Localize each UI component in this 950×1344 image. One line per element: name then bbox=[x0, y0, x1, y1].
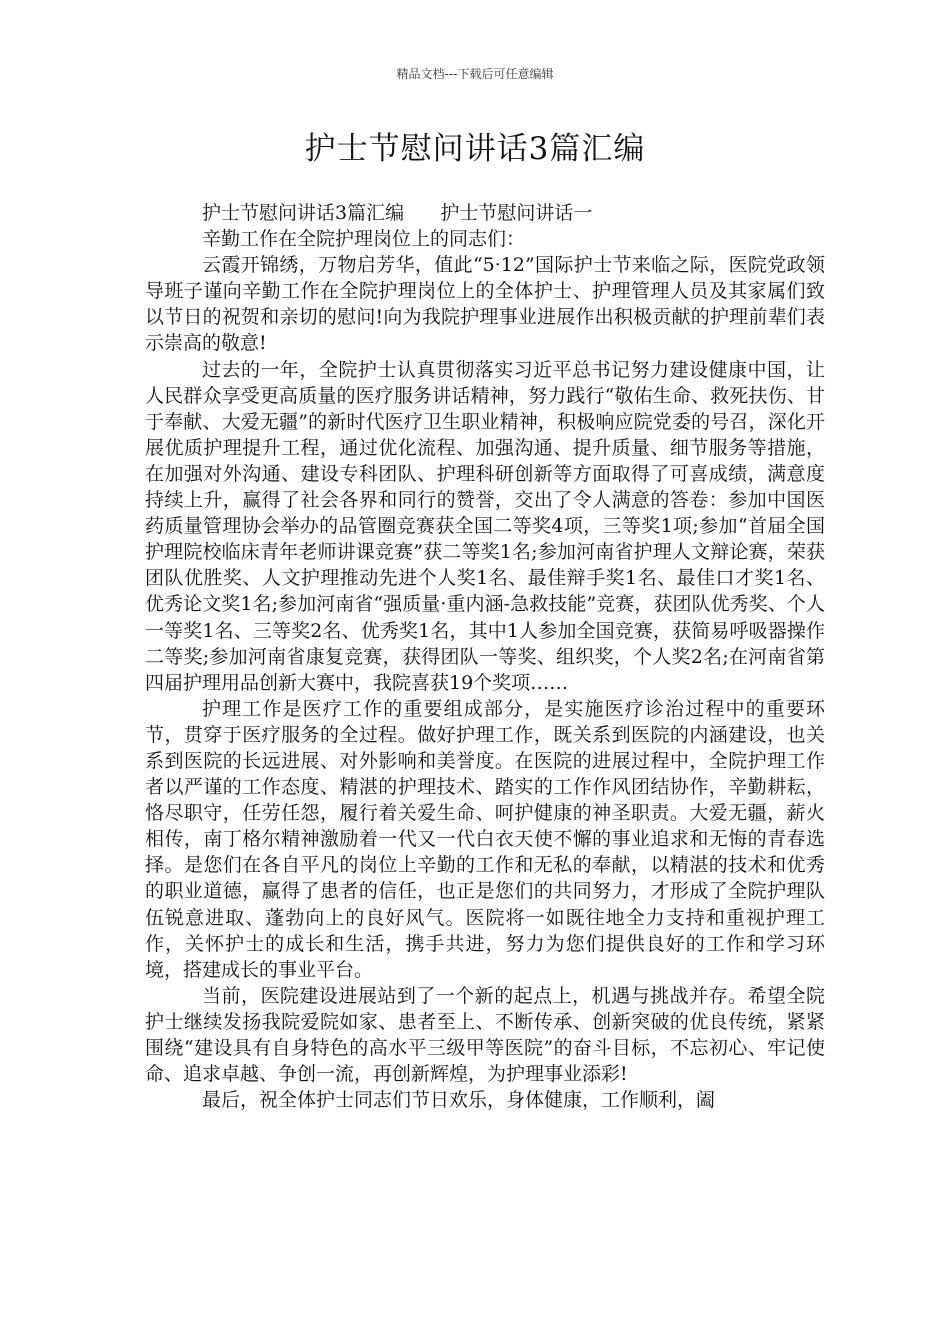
paragraph-subtitle: 护士节慰问讲话3篇汇编 护士节慰问讲话一 bbox=[202, 202, 593, 224]
header-note: 精品文档---下载后可任意编辑 bbox=[396, 67, 554, 81]
paragraph-hopes: 当前，医院建设进展站到了一个新的起点上，机遇与挑战并存。希望全院护士继续发扬我院爱院如家、患者至上、不断传承、创新突破的优良传统，紧紧围绕“建设具有自身特色的高水平三级甲等医院”的奋斗目标，不忘初心、牢记使命、追求卓越、争创一流，再创新辉煌，为护理事业添彩! bbox=[145, 984, 825, 1086]
paragraph-salutation: 辛勤工作在全院护理岗位上的同志们： bbox=[202, 228, 526, 251]
paragraph-closing: 最后，祝全体护士同志们节日欢乐，身体健康，工作顺利，阖 bbox=[202, 1089, 716, 1112]
document-title: 护士节慰问讲话3篇汇编 bbox=[304, 131, 646, 167]
paragraph-greeting: 云霞开锦绣，万物启芳华，值此“5·12”国际护士节来临之际，医院党政领导班子谨向辛勤工作在全院护理岗位上的全体护士、护理管理人员及其家属们致以节日的祝贺和亲切的慰问!向为我院护理事业进展作出积极贡献的护理前辈们表示崇高的敬意! bbox=[145, 254, 825, 355]
document-body bbox=[145, 200, 825, 1113]
paragraph-achievements: 过去的一年，全院护士认真贯彻落实习近平总书记努力建设健康中国，让人民群众享受更高质量的医疗服务讲话精神，努力践行“敬佑生命、救死扶伤、甘于奉献、大爱无疆”的新时代医疗卫生职业精神，积极响应院党委的号召，深化开展优质护理提升工程，通过优化流程、加强沟通、提升质量、细节服务等措施，在加强对外沟通、建设专科团队、护理科研创新等方面取得了可喜成绩，满意度持续上升，赢得了社会各界和同行的赞誉，交出了令人满意的答卷：参加中国医药质量管理协会举办的品管圈竞赛获全国二等奖4项，三等奖1项;参加“首届全国护理院校临床青年老师讲课竞赛”获二等奖1名;参加河南省护理人文辩论赛，荣获团队优胜奖、人文护理推动先进个人奖1名、最佳辩手奖1名、最佳口才奖1名、优秀论文奖1名;参加河南省“强质量·重内涵-急救技能”竞赛，获团队优秀奖、个人一等奖1名、三等奖2名、优秀奖1名，其中1人参加全国竞赛，获简易呼吸器操作二等奖;参加河南省康复竞赛，获得团队一等奖、组织奖，个人奖2名;在河南省第四届护理用品创新大赛中，我院喜获19个奖项…… bbox=[145, 358, 825, 694]
paragraph-nursing-role: 护理工作是医疗工作的重要组成部分，是实施医疗诊治过程中的重要环节，贯穿于医疗服务的全过程。做好护理工作，既关系到医院的内涵建设，也关系到医院的长远进展、对外影响和美誉度。在医院的进展过程中，全院护理工作者以严谨的工作态度、精湛的护理技术、踏实的工作作风团结协作，辛勤耕耘，恪尽职守，任劳任怨，履行着关爱生命、呵护健康的神圣职责。大爱无疆，薪火相传，南丁格尔精神激励着一代又一代白衣天使不懈的事业追求和无悔的青春选择。是您们在各自平凡的岗位上辛勤的工作和无私的奉献，以精湛的技术和优秀的职业道德，赢得了患者的信任，也正是您们的共同努力，才形成了全院护理队伍锐意进取、蓬勃向上的良好风气。医院将一如既往地全力支持和重视护理工作，关怀护士的成长和生活，携手共进，努力为您们提供良好的工作和学习环境，搭建成长的事业平台。 bbox=[145, 697, 825, 981]
